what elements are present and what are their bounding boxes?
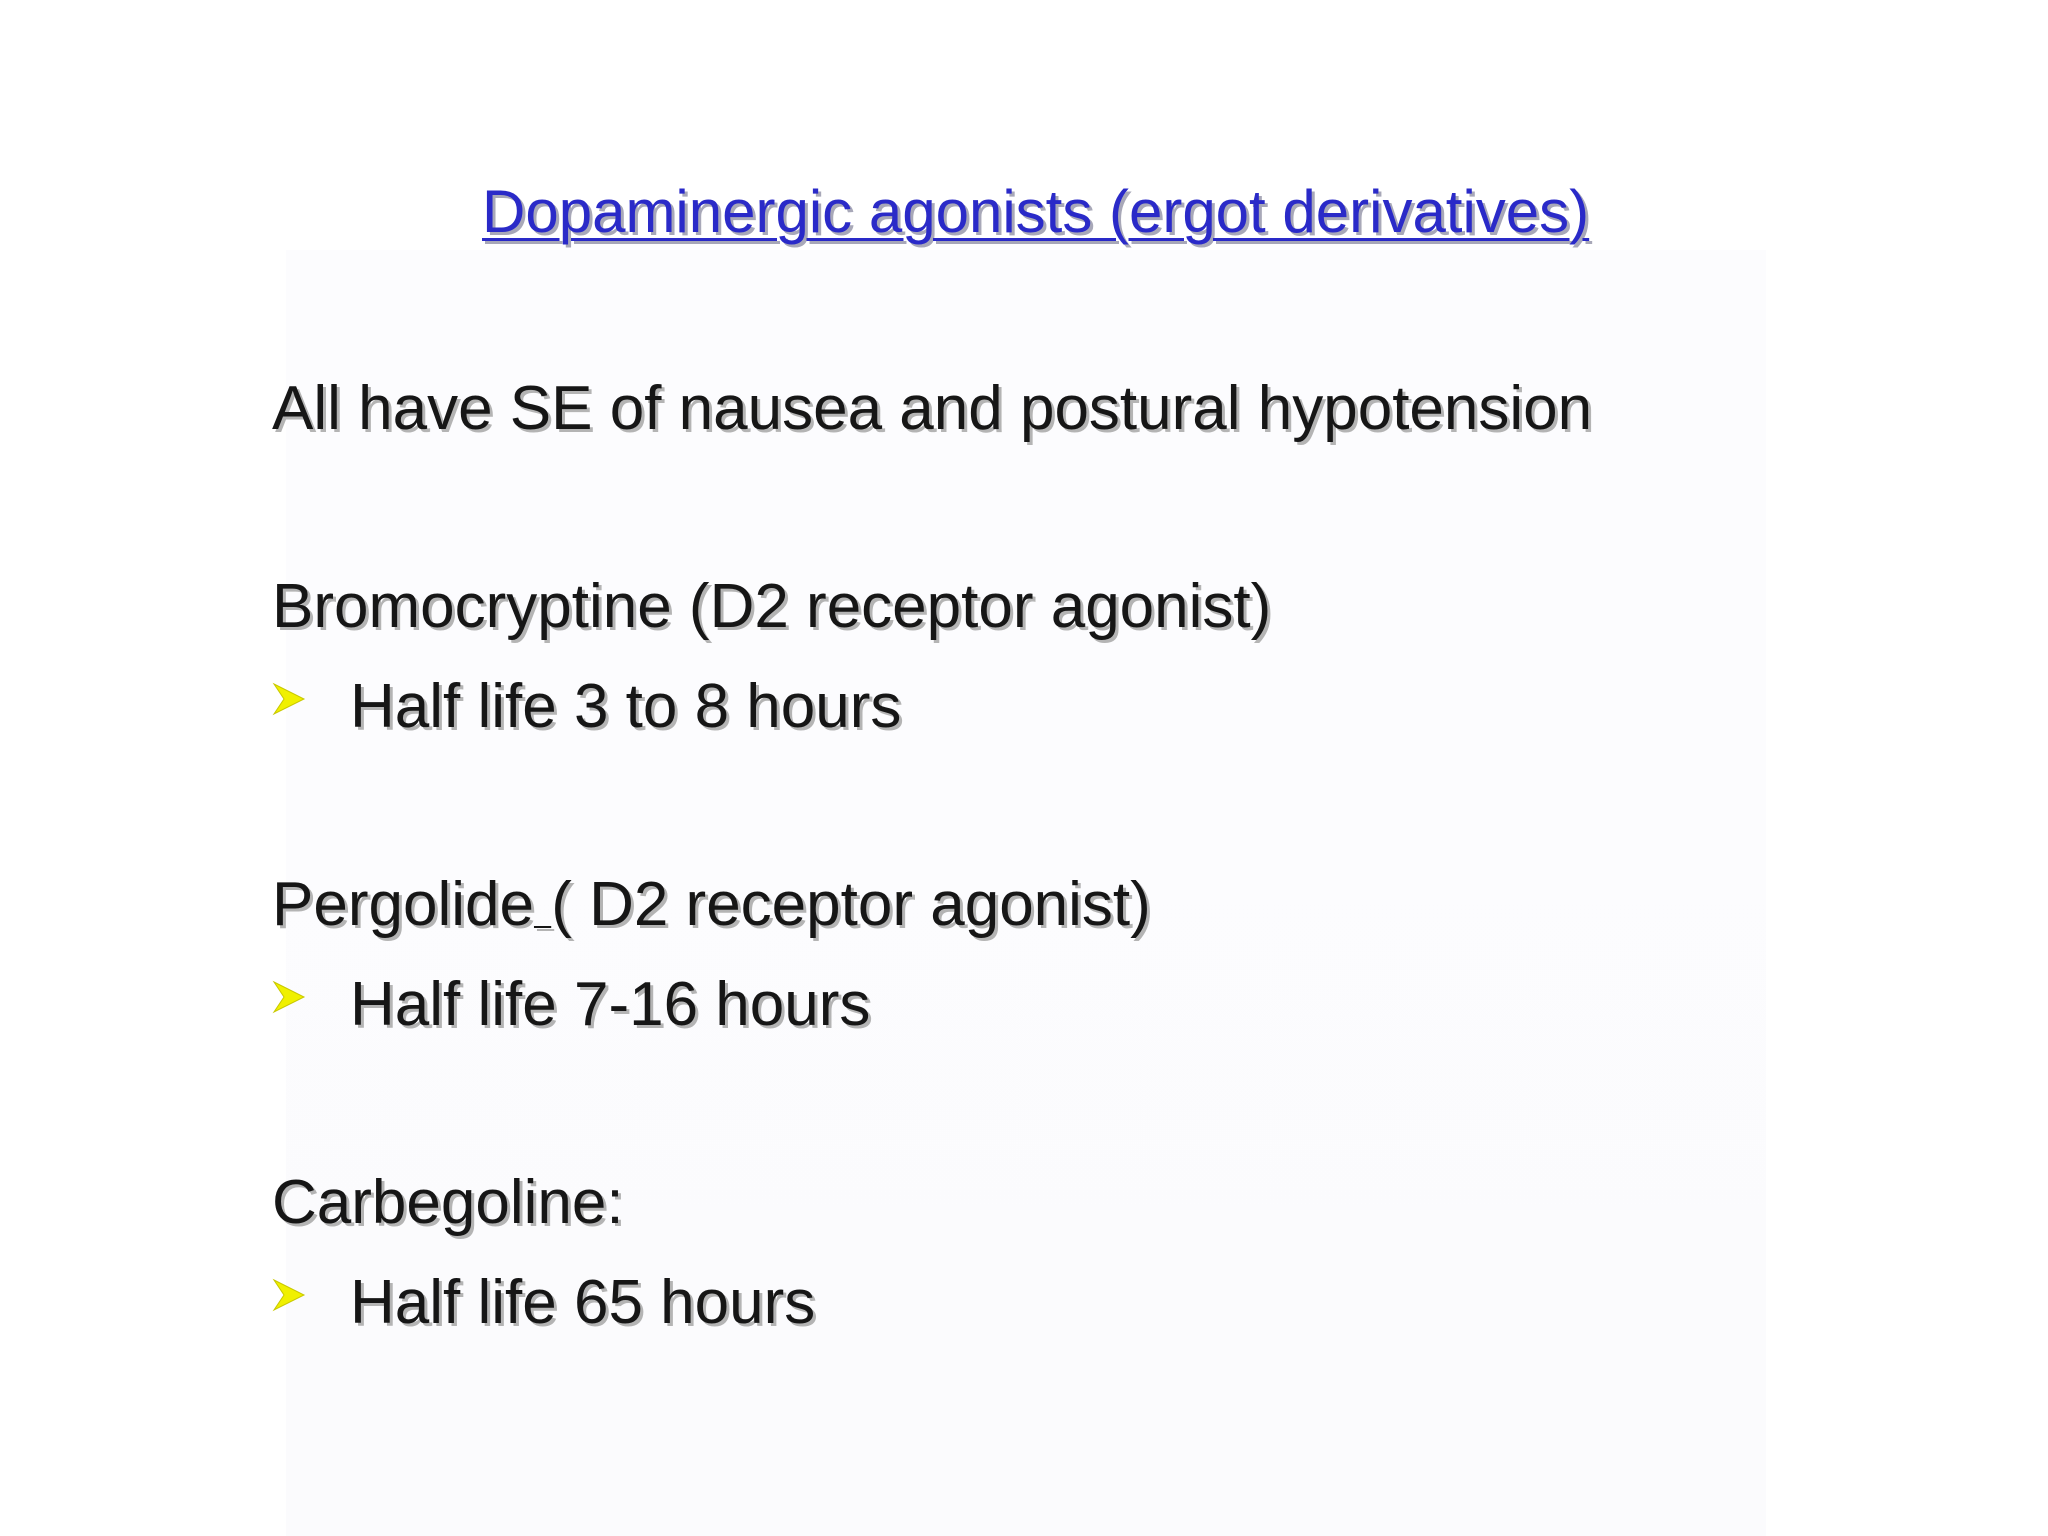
bullet-text: Half life 65 hours xyxy=(350,1268,816,1337)
underlined-space xyxy=(534,870,551,939)
intro-text: All have SE of nausea and postural hypotension xyxy=(272,374,1593,443)
bullet-text: Half life 3 to 8 hours xyxy=(350,672,902,741)
drug-heading-carbegoline: Carbegoline: xyxy=(272,1168,624,1237)
drug-name-pergolide: Pergolide xyxy=(272,870,534,939)
bullet-text: Half life 7-16 hours xyxy=(350,970,871,1039)
drug-heading-bromocryptine: Bromocryptine (D2 receptor agonist) xyxy=(272,572,1272,641)
arrowhead-bullet-icon xyxy=(272,1278,306,1312)
drug-receptor-pergolide: ( D2 receptor agonist) xyxy=(551,870,1151,939)
arrowhead-bullet-icon xyxy=(272,682,306,716)
arrowhead-bullet-icon xyxy=(272,980,306,1014)
slide-title: Dopaminergic agonists (ergot derivatives) xyxy=(482,178,1590,245)
drug-heading-pergolide xyxy=(272,868,1151,942)
